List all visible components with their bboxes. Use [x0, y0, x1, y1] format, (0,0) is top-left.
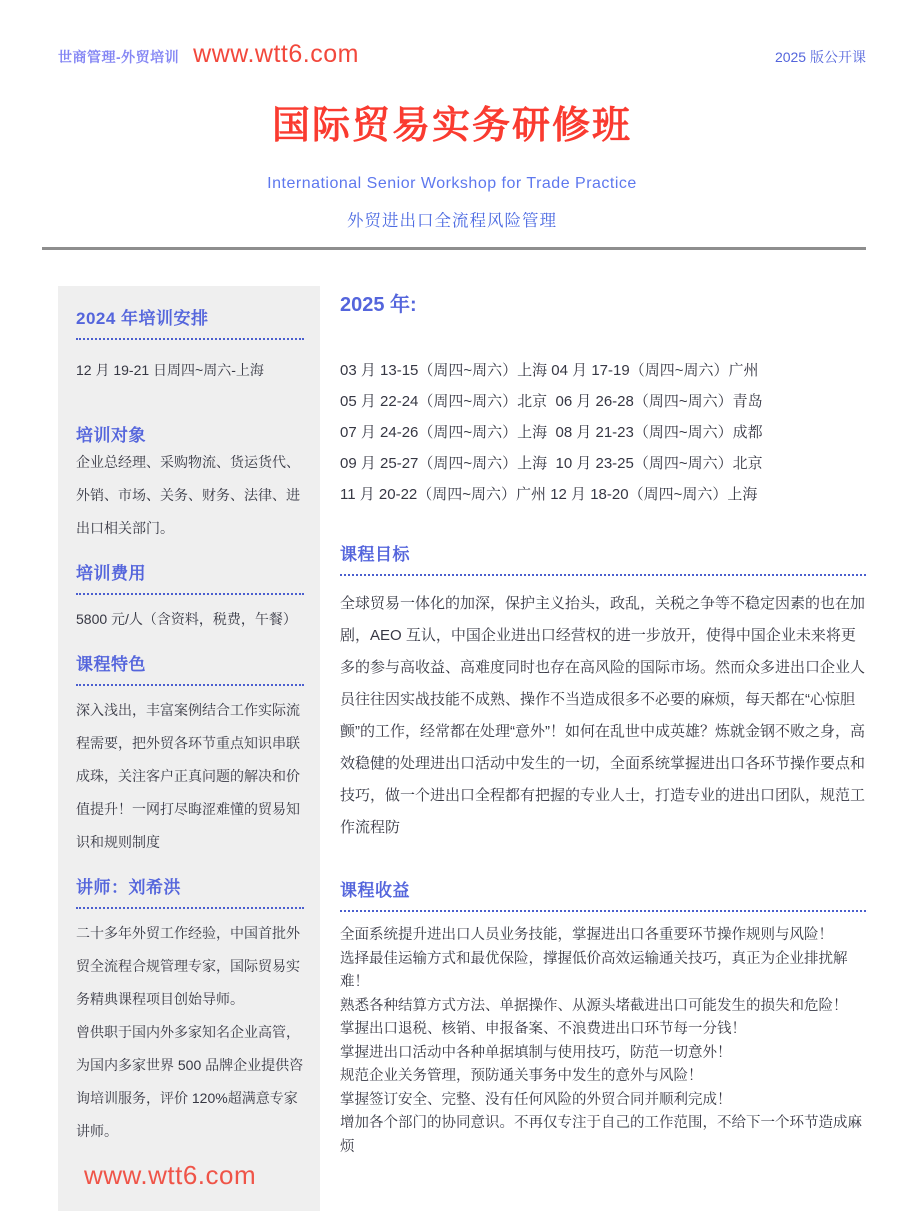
schedule-line: 09 月 25-27（周四~周六）上海 10 月 23-25（周四~周六）北京 [340, 455, 763, 472]
sidebar-features-text: 深入浅出，丰富案例结合工作实际流程需要，把外贸各环节重点知识串联成珠，关注客户正真问题的解决和价值提升！一网打尽晦涩难懂的贸易知识和规则制度 [76, 702, 300, 850]
schedule-line: 05 月 22-24（周四~周六）北京 06 月 26-28（周四~周六）青岛 [340, 393, 763, 410]
sidebar-lecturer-bio-1: 二十多年外贸工作经验，中国首批外贸全流程合规管理专家，国际贸易实务精典课程项目创始导师。 [76, 925, 300, 1007]
year-2025-heading: 2025 年: [340, 294, 417, 316]
site-link-top[interactable]: www.wtt6.com [193, 40, 359, 68]
sidebar-2024-schedule-line: 12 月 19-21 日周四~周六-上海 [76, 362, 264, 378]
sidebar-fee-text: 5800 元/人（含资料，税费，午餐） [76, 611, 297, 627]
benefit-item: 掌握进出口活动中各种单据填制与使用技巧，防范一切意外！ [340, 1044, 732, 1061]
sidebar-heading-audience: 培训对象 [76, 426, 146, 445]
sidebar-lecturer-bio-2: 曾供职于国内外多家知名企业高管，为国内多家世界 500 品牌企业提供咨询培训服务，评价 120%超满意专家讲师。 [76, 1024, 304, 1139]
site-link-sidebar[interactable]: www.wtt6.com [84, 1160, 257, 1190]
sidebar [58, 286, 320, 1211]
schedule-line: 11 月 20-22（周四~周六）广州 12 月 18-20（周四~周六）上海 [340, 486, 758, 503]
header [0, 0, 904, 69]
sidebar-heading-fee: 培训费用 [76, 559, 304, 595]
edition-label: 2025 版公开课 [774, 49, 866, 65]
benefit-item: 掌握签订安全、完整、没有任何风险的外贸合同并顺利完成！ [340, 1091, 732, 1108]
course-benefits-heading: 课程收益 [340, 876, 866, 912]
schedule-line: 03 月 13-15（周四~周六）上海 04 月 17-19（周四~周六）广州 [340, 362, 759, 379]
page-title: 国际贸易实务研修班 [271, 105, 632, 147]
benefit-item: 规范企业关务管理，预防通关事务中发生的意外与风险！ [340, 1068, 703, 1084]
subtitle-chinese: 外贸进出口全流程风险管理 [347, 212, 557, 230]
sidebar-heading-features: 课程特色 [76, 650, 304, 686]
schedule-line: 07 月 24-26（周四~周六）上海 08 月 21-23（周四~周六）成都 [340, 424, 763, 441]
schedule-2025-list [340, 355, 866, 510]
sidebar-heading-lecturer: 讲师：刘希洪 [76, 873, 304, 909]
main-column [320, 286, 866, 1159]
benefit-item: 熟悉各种结算方式方法、单据操作、从源头堵截进出口可能发生的损失和危险！ [340, 997, 848, 1014]
course-benefits-list [340, 924, 866, 1159]
sidebar-heading-2024-schedule: 2024 年培训安排 [76, 304, 304, 340]
benefit-item: 掌握出口退税、核销、申报备案、不浪费进出口环节每一分钱！ [340, 1021, 746, 1037]
benefit-item: 全面系统提升进出口人员业务技能，掌握进出口各重要环节操作规则与风险！ [340, 927, 833, 943]
content-columns [58, 286, 866, 1211]
benefit-item: 增加各个部门的协同意识。不再仅专注于自己的工作范围，不给下一个环节造成麻烦 [340, 1115, 862, 1155]
sidebar-audience-text: 企业总经理、采购物流、货运货代、外销、市场、关务、财务、法律、进出口相关部门。 [76, 454, 300, 536]
course-goals-heading: 课程目标 [340, 540, 866, 576]
subtitle-english: International Senior Workshop for Trade Practice [267, 175, 637, 192]
course-goals-text: 全球贸易一体化的加深，保护主义抬头，政乱，关税之争等不稳定因素的也在加剧，AEO 互认，中国企业进出口经营权的进一步放开，使得中国企业未来将更多的参与高收益、高难度同时也存在高风险的国际市场。然而众多进出口企业人员往往因实战技能不成熟、操作不当造成很多不必要的麻烦，每天都在“心惊胆颤”的工作，经常都在处理“意外”！如何在乱世中成英雄？炼就金钢不败之身，高效稳健的处理进出口活动中发生的一切，全面系统掌握进出口各环节操作要点和技巧，做一个进出口全程都有把握的专业人士，打造专业的进出口团队，规范工作流程防 [340, 595, 866, 836]
header-left [58, 40, 359, 69]
benefit-item: 选择最佳运输方式和最优保险，撑握低价高效运输通关技巧，真正为企业排扰解难！ [340, 950, 848, 990]
brand-label: 世商管理-外贸培训 [58, 49, 180, 65]
header-divider [42, 247, 866, 250]
